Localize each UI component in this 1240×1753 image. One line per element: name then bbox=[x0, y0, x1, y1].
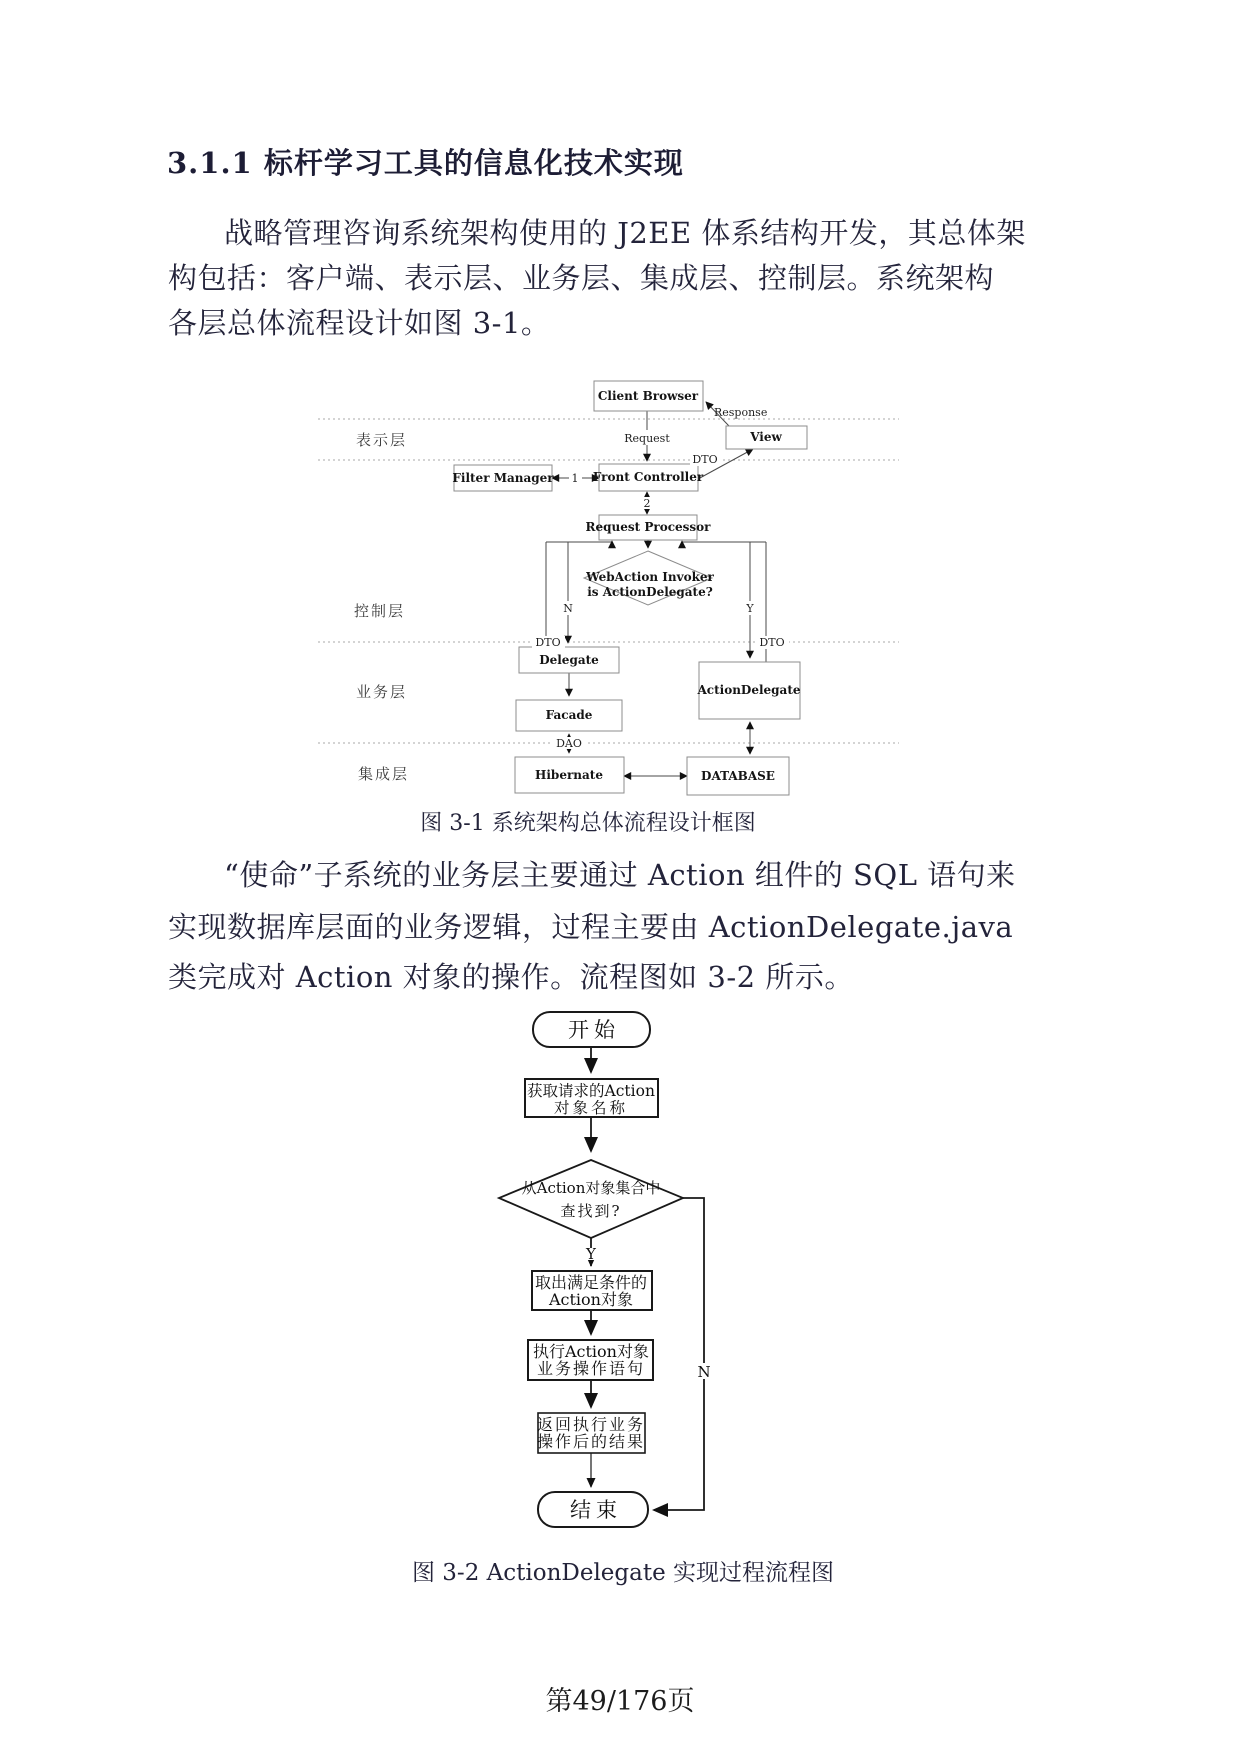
node-webaction-decision bbox=[584, 551, 715, 605]
figure-3-1-caption: 图 3-1 系统架构总体流程设计框图 bbox=[420, 811, 756, 836]
node-hibernate bbox=[515, 757, 624, 793]
paragraph1-line3: 各层总体流程设计如图 3-1。 bbox=[168, 306, 551, 340]
view-label: View bbox=[750, 430, 782, 444]
num1-label: 1 bbox=[571, 472, 579, 485]
hibernate-label: Hibernate bbox=[535, 768, 603, 782]
request-label: Request bbox=[624, 432, 670, 445]
end-label: 结束 bbox=[570, 1498, 622, 1522]
node-end bbox=[538, 1492, 648, 1527]
yes-label: Y bbox=[586, 1245, 596, 1263]
filter-manager-label: Filter Manager bbox=[452, 471, 554, 485]
request-processor-label: Request Processor bbox=[585, 520, 711, 534]
num2-label: 2 bbox=[643, 497, 651, 510]
n-label: N bbox=[563, 602, 573, 615]
node-found-decision bbox=[499, 1160, 683, 1238]
section-heading: 3.1.1 标杆学习工具的信息化技术实现 bbox=[167, 146, 684, 180]
found-decision-line2: 查找到? bbox=[560, 1202, 622, 1220]
node-view bbox=[726, 426, 807, 449]
webaction-decision-label-line1: WebAction Invoker bbox=[586, 570, 714, 584]
node-request-processor bbox=[586, 515, 712, 540]
node-return-result bbox=[537, 1413, 645, 1453]
figure-3-2-caption: 图 3-2 ActionDelegate 实现过程流程图 bbox=[411, 1560, 835, 1586]
action-delegate-label: ActionDelegate bbox=[697, 683, 801, 697]
node-client-browser bbox=[594, 381, 703, 411]
delegate-label: Delegate bbox=[539, 653, 599, 667]
webaction-decision-label-line2: is ActionDelegate? bbox=[587, 585, 713, 599]
facade-label: Facade bbox=[545, 708, 593, 722]
node-execute-action bbox=[528, 1340, 653, 1380]
paragraph2-line1: “使命”子系统的业务层主要通过 Action 组件的 SQL 语句来 bbox=[224, 858, 1016, 892]
dto-view-label: DTO bbox=[692, 453, 718, 466]
node-filter-manager bbox=[452, 465, 554, 491]
execute-action-line2: 业务操作语句 bbox=[536, 1359, 646, 1378]
paragraph2-line2: 实现数据库层面的业务逻辑，过程主要由 ActionDelegate.java bbox=[168, 910, 1014, 944]
get-action-name-line2: 对象名称 bbox=[553, 1099, 629, 1117]
return-result-line2: 操作后的结果 bbox=[536, 1432, 646, 1451]
no-label: N bbox=[697, 1363, 711, 1381]
node-get-action-name bbox=[525, 1079, 658, 1117]
figure-3-1-diagram bbox=[300, 370, 920, 840]
found-decision-line1: 从Action对象集合中 bbox=[521, 1179, 661, 1197]
layer-label-control: 控制层 bbox=[354, 602, 406, 620]
layer-label-integration: 集成层 bbox=[358, 765, 410, 783]
paragraph1-line1: 战略管理咨询系统架构使用的 J2EE 体系结构开发，其总体架 bbox=[224, 216, 1026, 250]
return-result-line1: 返回执行业务 bbox=[536, 1415, 646, 1434]
paragraph1-line2: 构包括：客户端、表示层、业务层、集成层、控制层。系统架构 bbox=[168, 261, 995, 295]
node-front-controller bbox=[593, 464, 704, 491]
execute-action-line1: 执行Action对象 bbox=[532, 1342, 650, 1361]
node-start bbox=[533, 1012, 650, 1047]
layer-label-presentation: 表示层 bbox=[356, 431, 408, 449]
node-take-action-object bbox=[532, 1271, 652, 1310]
layer-label-business: 业务层 bbox=[356, 683, 408, 701]
edge-decision-end-no bbox=[654, 1198, 704, 1510]
get-action-name-line1: 获取请求的Action bbox=[527, 1082, 655, 1100]
dto-left-label: DTO bbox=[535, 636, 561, 649]
start-label: 开始 bbox=[568, 1018, 620, 1042]
paragraph2-line3: 类完成对 Action 对象的操作。流程图如 3-2 所示。 bbox=[168, 960, 854, 994]
take-action-object-line2: Action对象 bbox=[548, 1290, 634, 1309]
client-browser-label: Client Browser bbox=[597, 389, 699, 403]
database-label: DATABASE bbox=[701, 769, 775, 783]
found-decision-diamond bbox=[499, 1160, 683, 1238]
page-number-footer: 第49/176页 bbox=[545, 1686, 695, 1717]
figure-3-2-flowchart bbox=[460, 1005, 750, 1540]
node-delegate bbox=[519, 647, 619, 673]
node-action-delegate bbox=[696, 662, 800, 719]
dto-right-label: DTO bbox=[759, 636, 785, 649]
front-controller-label: Front Controller bbox=[592, 470, 704, 484]
node-facade bbox=[516, 700, 622, 731]
take-action-object-line1: 取出满足条件的 bbox=[534, 1273, 648, 1292]
y-label: Y bbox=[746, 602, 754, 615]
dao-label: DAO bbox=[556, 737, 582, 750]
node-database bbox=[687, 757, 789, 795]
response-label: Response bbox=[714, 406, 768, 419]
